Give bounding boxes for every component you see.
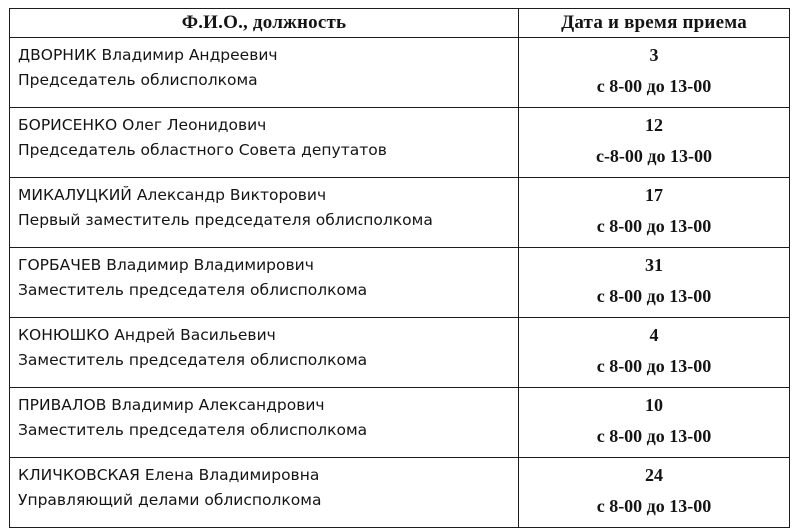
official-cell [10,38,519,108]
official-cell [10,178,519,248]
reception-day: 4 [649,325,659,345]
table-row [10,178,790,248]
reception-cell [519,388,790,458]
official-name: БОРИСЕНКО Олег Леонидович [18,116,267,134]
reception-cell [519,248,790,318]
reception-hours: с 8-00 до 13-00 [596,356,712,376]
official-cell [10,318,519,388]
official-name: ГОРБАЧЕВ Владимир Владимирович [18,256,314,274]
reception-day: 10 [645,395,663,415]
reception-day: 12 [645,115,663,135]
reception-day: 3 [649,45,659,65]
reception-day: 17 [645,185,663,205]
official-position: Председатель областного Совета депутатов [18,141,387,159]
reception-schedule-table [9,8,790,528]
official-position: Заместитель председателя облисполкома [18,351,368,369]
table-row [10,458,790,528]
reception-hours: с 8-00 до 13-00 [596,426,712,446]
official-position: Управляющий делами облисполкома [18,491,322,509]
header-date-time: Дата и время приема [519,9,790,38]
official-name: МИКАЛУЦКИЙ Александр Викторович [18,186,327,204]
reception-cell [519,108,790,178]
table-row [10,388,790,458]
reception-hours: с 8-00 до 13-00 [596,76,712,96]
reception-cell [519,458,790,528]
official-position: Председатель облисполкома [18,71,258,89]
reception-hours: с 8-00 до 13-00 [596,496,712,516]
header-row [10,9,790,38]
table-body [10,38,790,528]
official-cell [10,458,519,528]
reception-day: 31 [645,255,663,275]
official-position: Заместитель председателя облисполкома [18,281,368,299]
official-cell [10,108,519,178]
official-name: КОНЮШКО Андрей Васильевич [18,326,276,344]
table-row [10,318,790,388]
reception-hours: с 8-00 до 13-00 [596,216,712,236]
official-cell [10,248,519,318]
official-name: ДВОРНИК Владимир Андреевич [18,46,278,64]
table-row [10,108,790,178]
reception-hours: с-8-00 до 13-00 [595,146,713,166]
table-row [10,38,790,108]
table-row [10,248,790,318]
official-position: Первый заместитель председателя облисполкома [18,211,433,229]
reception-cell [519,318,790,388]
official-position: Заместитель председателя облисполкома [18,421,368,439]
reception-day: 24 [645,465,663,485]
reception-cell [519,38,790,108]
reception-hours: с 8-00 до 13-00 [596,286,712,306]
reception-cell [519,178,790,248]
table-header [10,9,790,38]
header-name-position: Ф.И.О., должность [10,9,519,38]
official-name: ПРИВАЛОВ Владимир Александрович [18,396,325,414]
official-name: КЛИЧКОВСКАЯ Елена Владимировна [18,466,320,484]
official-cell [10,388,519,458]
